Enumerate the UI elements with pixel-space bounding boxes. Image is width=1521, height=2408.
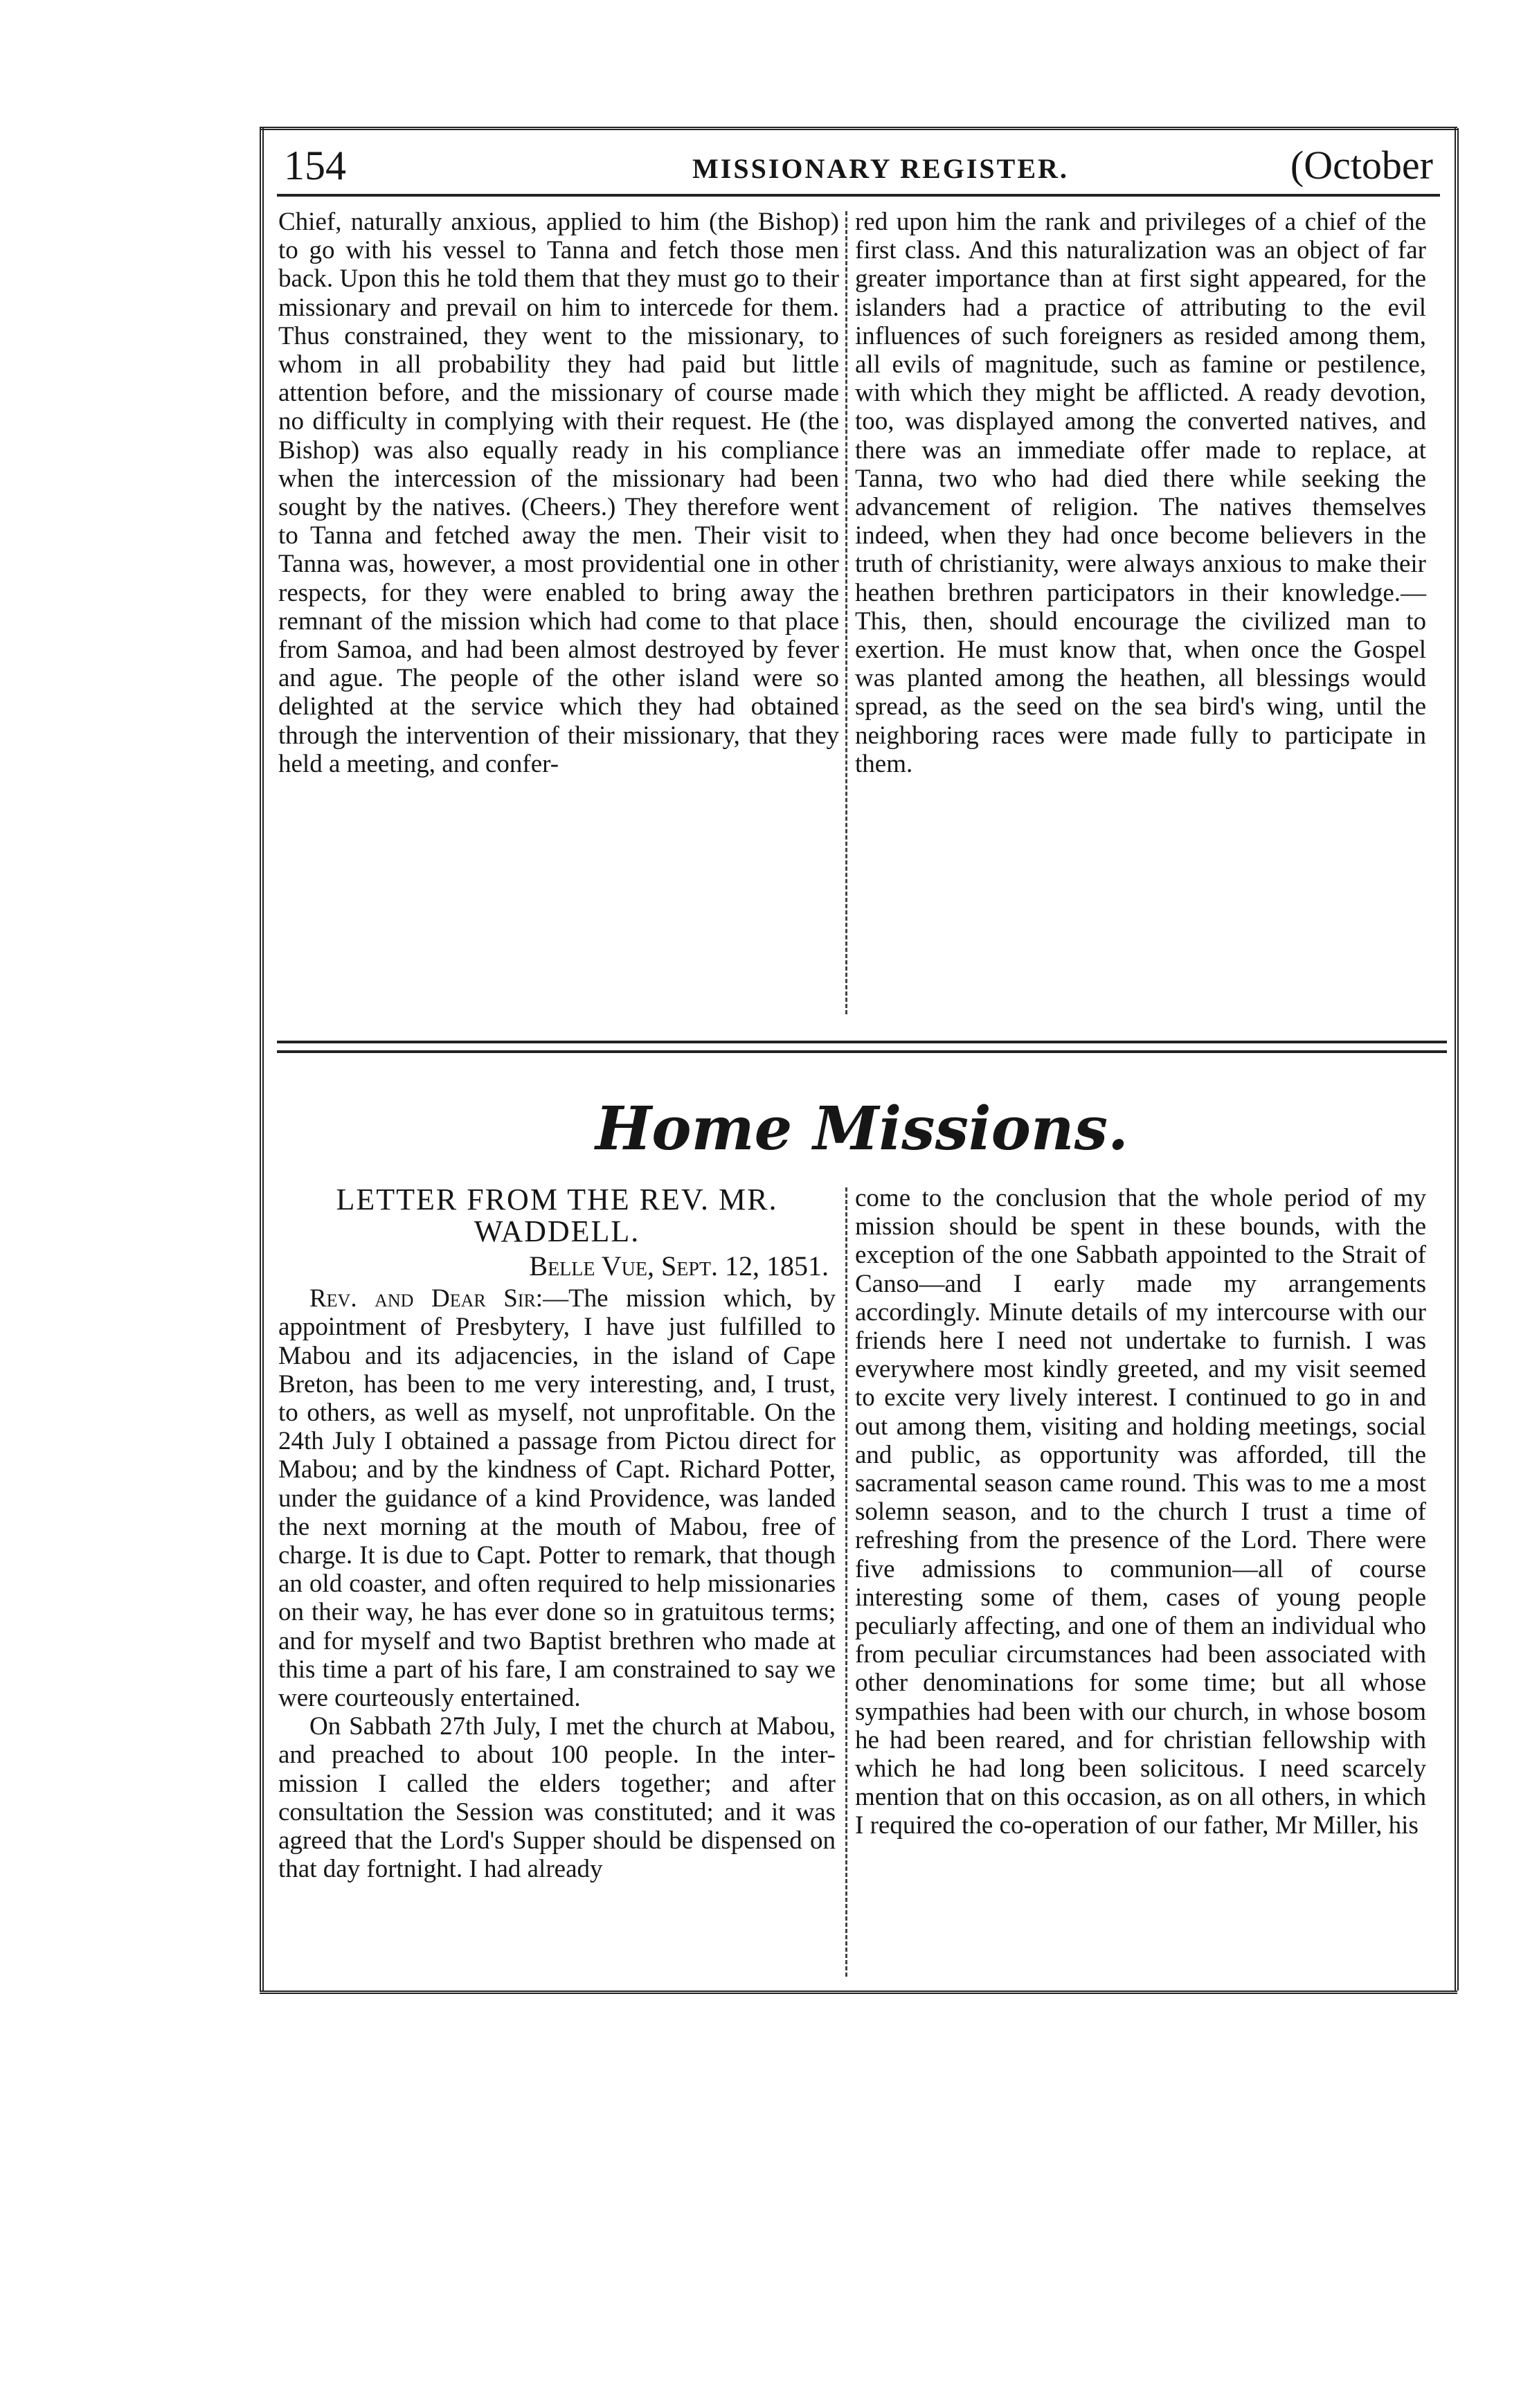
letter-paragraph-2: On Sabbath 27th July, I met the church at Mabou, and preached to about 100 people. In the inter-mission I called the elders together; and after consultation the Session was constituted; and it was agreed that the Lord's Supper should be dispensed on that day fortnight. I had already [278,1712,836,1884]
section-title: Home Missions. [595,1094,1128,1164]
top-article-left-text: Chief, naturally anxious, applied to him (the Bishop) to go with his vessel to Tanna and fetch those men back. Upon this he told them that they must go to their missionary and prevail on him to intercede for them. Thus constrained, they went to the missionary, to whom in all probability they had paid but little attention before, and the missionary of course made no difficulty in complying with their request. He (the Bishop) was also equally ready in his compliance when the intercession of the missionary had been sought by the natives. (Cheers.) They therefore went to Tanna and fetched away the men. Their visit to Tanna was, however, a most providential one in other respects, for they were enabled to bring away the remnant of the mission which had come to that place from Samoa, and had been almost destroyed by fever and ague. The people of the other island were so delighted at the service which they had obtained through the intervention of their missionary, that they held a meeting, and confer- [278,208,839,778]
top-article-left-column [278,208,839,778]
letter-heading: LETTER FROM THE REV. MR. WADDELL. [336,1183,778,1248]
top-article-right-text: red upon him the rank and privileges of a chief of the first class. And this naturalization was an object of far greater importance than at first sight appeared, for the islanders had a practice of attributing to the evil influences of such foreigners as resided among them, all evils of magnitude, such as famine or pestilence, with which they might be afflicted. A ready devotion, too, was displayed among the converted natives, and there was an immediate offer made to replace, at Tanna, two who had died there while seeking the advancement of religion. The natives themselves indeed, when they had once become believers in the truth of christianity, were always anxious to make their heathen brethren participators in their knowledge.—This, then, should encourage the civilized man to exertion. He must know that, when once the Gospel was planted among the heathen, all blessings would spread, as the seed on the sea bird's wing, until the neighboring races were made fully to participate in them. [855,208,1426,778]
letter-paragraph [278,1284,836,1712]
letter-salutation: Rev. and Dear Sir [309,1284,536,1313]
letter-dateline: Belle Vue, Sept. 12, 1851. [529,1250,829,1282]
running-head [277,142,1440,197]
column-divider-bottom [845,1187,847,1977]
letter-left-column [278,1184,836,1883]
letter-paragraph-1-text: :—The mission which, by appointment of Presbytery, I have just fulfilled to Mabou and its adjacencies, in the island of Cape Breton, has been to me very interesting, and, I trust, to others, as well as myself, not unprofitable. On the 24th July I obtained a passage from Pictou direct for Mabou; and by the kindness of Capt. Richard Potter, under the guidance of a kind Providence, was landed the next morning at the mouth of Mabou, free of charge. It is due to Capt. Potter to remark, that though an old coaster, and often required to help missionaries on their way, he has ever done so in gratuitous terms; and for myself and two Baptist brethren who made at this time a part of his fare, I am constrained to say we were courteously entertained. [278,1284,836,1713]
journal-title: MISSIONARY REGISTER. [692,153,1069,184]
bottom-border-rule [260,1991,1457,1994]
month-label: (October [1290,143,1433,188]
letter-right-text: come to the conclusion that the whole period of my mission should be spent in these bounds, with the exception of the one Sabbath appointed to the Strait of Canso—and I early made my arrangements accordingly. Minute details of my intercourse with our friends here I need not undertake to furnish. I was everywhere most kindly greeted, and my visit seemed to excite very lively interest. I continued to go in and out among them, visiting and holding meetings, social and public, as opportunity was afforded, till the sacramental season came round. This was to me a most solemn season, and to the church I trust a time of refreshing from the presence of the Lord. There were five admissions to communion—all of course interesting some of them, cases of young people peculiarly affecting, and one of them an individual who from peculiar circumstances had been associated with other denominations for some time; but all whose sympathies had been with our church, in whose bosom he had been reared, and for christian fellowship with which he had long been solicitous. I need scarcely mention that on this occasion, as on all others, in which I required the co-operation of our father, Mr Miller, his [855,1184,1426,1840]
column-divider-top [845,211,847,1014]
page-number: 154 [284,143,346,188]
top-article-right-column [855,208,1426,778]
section-separator [277,1041,1447,1053]
letter-right-column [855,1184,1426,1840]
